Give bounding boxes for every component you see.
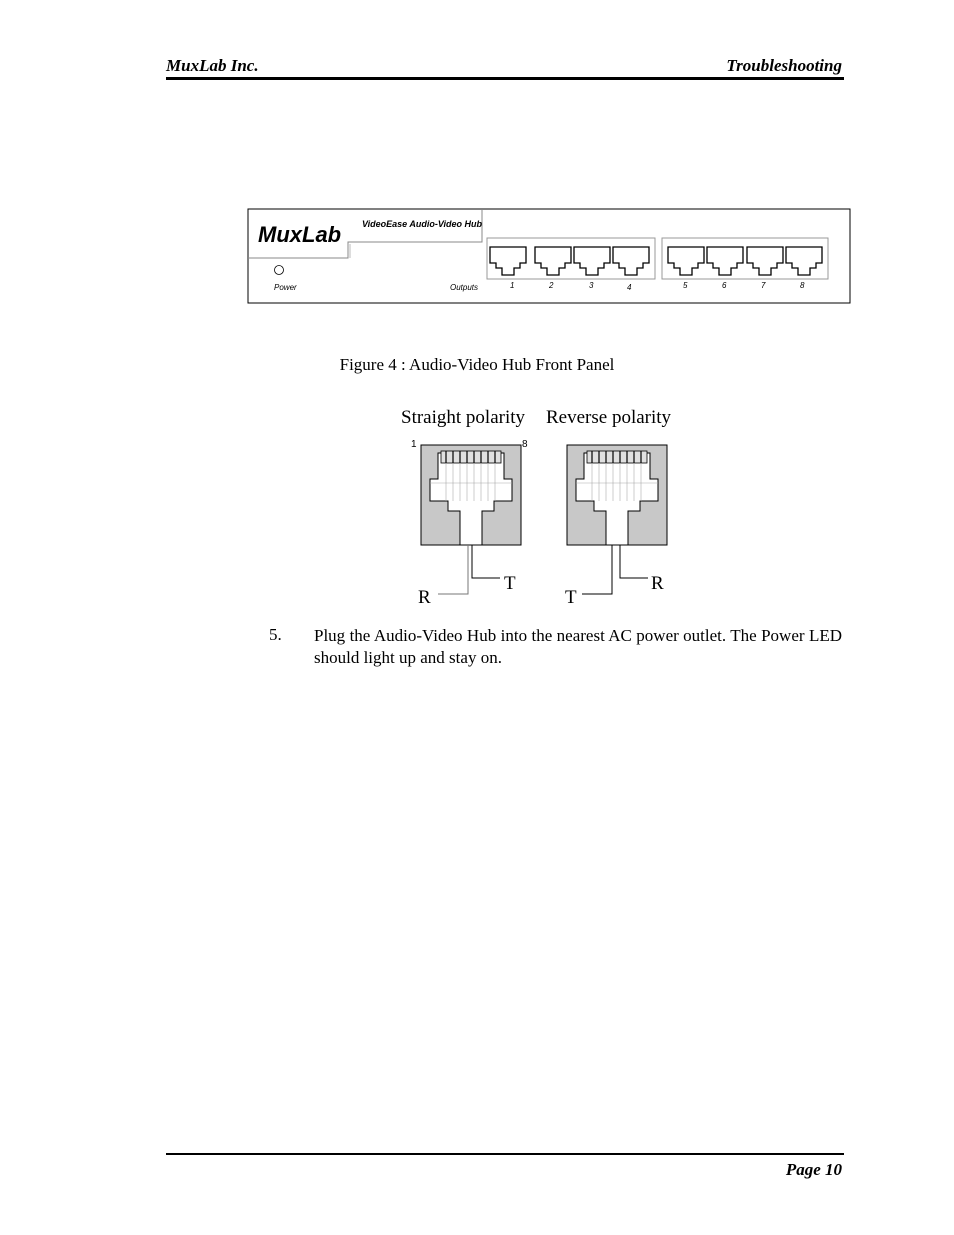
port-number-label: 8 <box>800 281 805 290</box>
brand-logo: MuxLab <box>258 222 342 247</box>
straight-right-wire-label: T <box>504 573 516 594</box>
port-number-label: 6 <box>722 281 727 290</box>
reverse-polarity-label: Reverse polarity <box>546 407 672 428</box>
port-number-label: 4 <box>627 283 632 292</box>
port-number-label: 3 <box>589 281 594 290</box>
header-section: Troubleshooting <box>726 56 842 75</box>
pin-first-label: 1 <box>411 439 417 450</box>
footer-rule <box>166 1153 844 1155</box>
power-label: Power <box>274 283 297 292</box>
page-number: Page 10 <box>785 1160 842 1179</box>
contact-block <box>441 451 501 463</box>
straight-jack-icon <box>421 445 521 545</box>
step-text: Plug the Audio-Video Hub into the nearest AC power outlet. The Power LED should light up and stay on. <box>314 626 842 667</box>
port-number-label: 7 <box>761 281 766 290</box>
straight-polarity-label: Straight polarity <box>401 407 526 428</box>
pin-last-label: 8 <box>522 439 528 450</box>
straight-r-wire <box>438 545 468 594</box>
step-number: 5. <box>269 625 282 644</box>
outputs-label: Outputs <box>450 283 479 292</box>
reverse-r-wire <box>620 545 648 578</box>
port-number-label: 1 <box>510 281 515 290</box>
port-number-label: 2 <box>549 281 554 290</box>
contact-block <box>587 451 647 463</box>
product-name: VideoEase Audio-Video Hub <box>362 219 483 229</box>
header-company: MuxLab Inc. <box>166 56 259 75</box>
port-number-label: 5 <box>683 281 688 290</box>
reverse-jack-icon <box>567 445 667 545</box>
straight-t-wire <box>472 545 500 578</box>
reverse-left-wire-label: T <box>565 587 577 608</box>
reverse-right-wire-label: R <box>651 573 664 594</box>
straight-left-wire-label: R <box>418 587 431 608</box>
reverse-t-wire <box>582 545 612 594</box>
figure-caption: Figure 4 : Audio-Video Hub Front Panel <box>339 355 615 374</box>
